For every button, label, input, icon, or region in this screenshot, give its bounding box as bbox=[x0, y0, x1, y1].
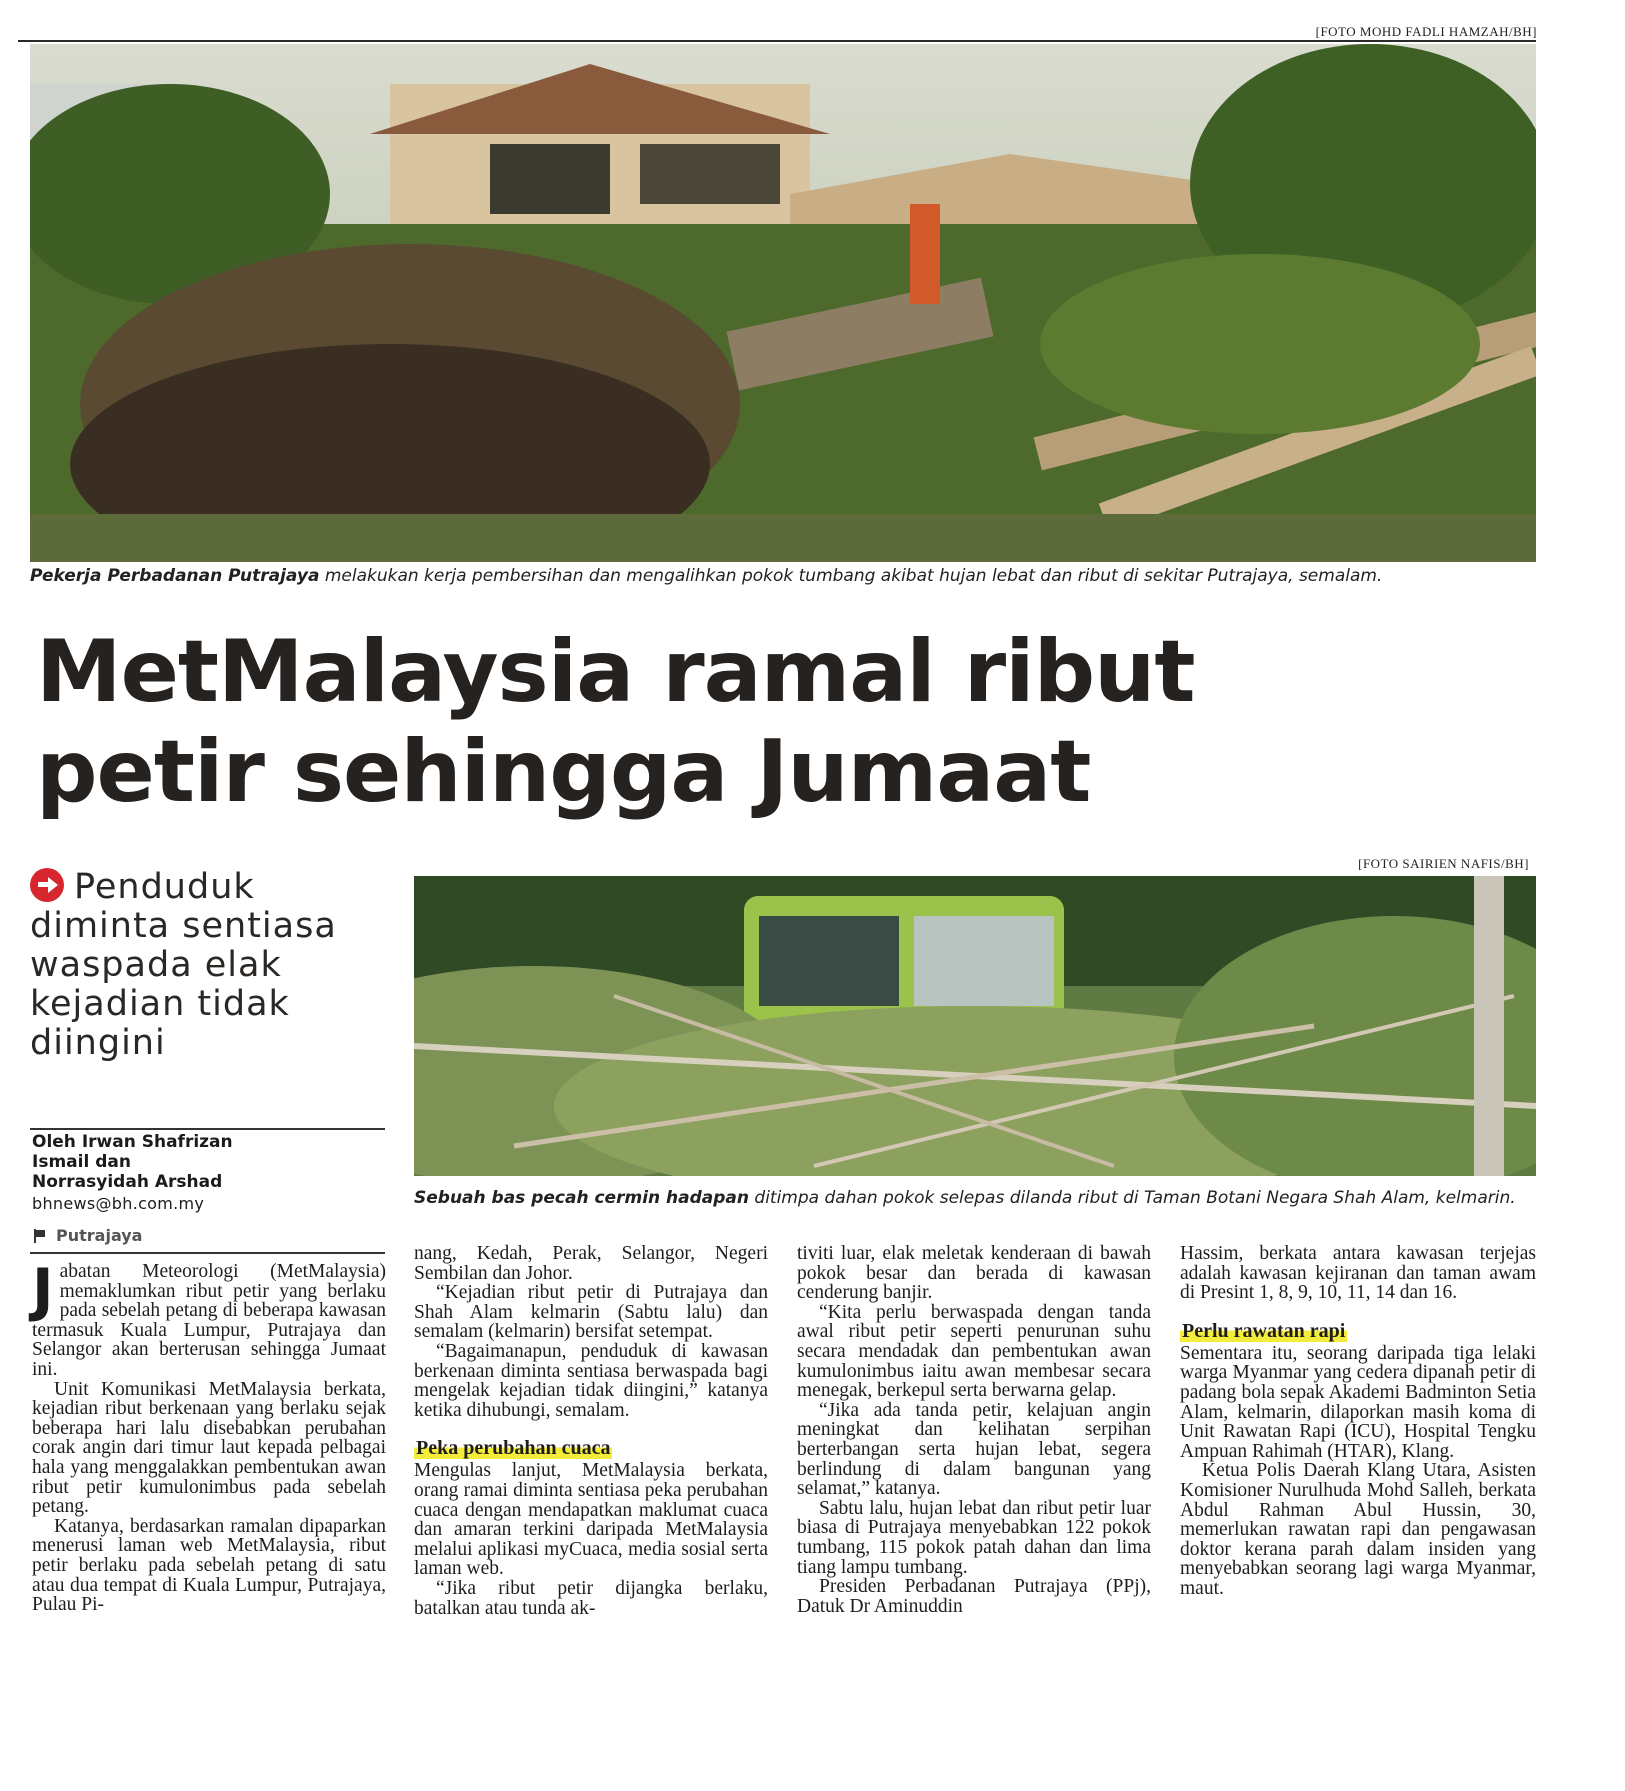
caption-bold: Pekerja Perbadanan Putrajaya bbox=[30, 566, 320, 586]
byline-line-2: Ismail dan bbox=[32, 1152, 131, 1172]
caption-text-bus: ditimpa dahan pokok selepas dilanda ribut di Taman Botani Negara Shah Alam, kelmarin. bbox=[749, 1188, 1516, 1208]
article-column-3 bbox=[797, 1244, 1151, 1616]
article-column-4 bbox=[1180, 1244, 1536, 1599]
photo-credit-top: [FOTO MOHD FADLI HAMZAH/BH] bbox=[1315, 24, 1537, 39]
paragraph: “Bagaimanapun, penduduk di kawasan berkenaan diminta sentiasa berwaspada bagi mengelak kejadian tidak diingini,” katanya ketika dihubungi, semalam. bbox=[414, 1340, 768, 1421]
photo-caption-bus bbox=[414, 1188, 1536, 1208]
caption-text: melakukan kerja pembersihan dan mengalihkan pokok tumbang akibat hujan lebat dan ribut di sekitar Putrajaya, semalam. bbox=[319, 566, 1383, 586]
paragraph bbox=[32, 1256, 386, 1380]
article-column-1 bbox=[32, 1256, 386, 1616]
byline-rule-bottom bbox=[30, 1252, 385, 1254]
byline bbox=[32, 1132, 387, 1192]
paragraph: “Kita perlu berwaspada dengan tanda awal ribut petir seperti penurunan suhu secara mendadak dan pembentukan awan kumulonimbus iaitu awan membesar secara menegak, berkepul serta berwarna gelap. bbox=[797, 1301, 1151, 1402]
photo-caption-top bbox=[30, 566, 1530, 586]
paragraph: “Kejadian ribut petir di Putrajaya dan Shah Alam kelmarin (Sabtu lalu) dan semalam (kelmarin) bersifat setempat. bbox=[414, 1282, 768, 1343]
subheading-icu: Perlu rawatan rapi bbox=[1182, 1319, 1346, 1342]
paragraph: Mengulas lanjut, MetMalaysia berkata, orang ramai diminta sentiasa peka perubahan cuaca dengan mendapatkan maklumat cuaca dan amaran terkini daripada MetMalaysia melalui aplikasi myCuaca, media sosial serta laman web. bbox=[414, 1460, 768, 1580]
photo-credit-bus: [FOTO SAIRIEN NAFIS/BH] bbox=[1358, 856, 1529, 871]
caption-bold-bus: Sebuah bas pecah cermin hadapan bbox=[414, 1188, 749, 1208]
standfirst bbox=[30, 868, 400, 1063]
byline-rule-top bbox=[30, 1128, 385, 1130]
headline bbox=[36, 622, 1516, 822]
headline-line-1: MetMalaysia ramal ribut bbox=[36, 622, 1195, 722]
dateline-text: Putrajaya bbox=[56, 1226, 143, 1245]
bus-photo bbox=[414, 876, 1536, 1176]
fallen-tree-photo bbox=[30, 44, 1536, 562]
flag-icon bbox=[34, 1229, 46, 1243]
paragraph: Unit Komunikasi MetMalaysia berkata, kejadian ribut berkenaan yang berlaku sejak beberapa hari lalu disebabkan perubahan corak angin dari timur laut kepada pelbagai hala yang menggalakkan pembentukan awan ribut petir kumulonimbus pada sebelah petang. bbox=[32, 1378, 386, 1518]
article-column-2 bbox=[414, 1244, 768, 1618]
paragraph: Sabtu lalu, hujan lebat dan ribut petir luar biasa di Putrajaya menyebabkan 122 pokok tumbang, 115 pokok patah dahan dan lima tiang lampu tumbang. bbox=[797, 1497, 1151, 1578]
dateline bbox=[34, 1226, 142, 1245]
drop-cap: J bbox=[32, 1256, 54, 1324]
paragraph: Hassim, berkata antara kawasan terjejas adalah kawasan kejiranan dan taman awam di Presint 1, 8, 9, 10, 11, 14 dan 16. bbox=[1180, 1243, 1536, 1304]
paragraph: Presiden Perbadanan Putrajaya (PPj), Datuk Dr Aminuddin bbox=[797, 1576, 1151, 1617]
standfirst-text: Penduduk diminta sentiasa waspada elak kejadian tidak diingini bbox=[30, 867, 337, 1063]
byline-line-1: Oleh Irwan Shafrizan bbox=[32, 1132, 233, 1152]
paragraph: nang, Kedah, Perak, Selangor, Negeri Sembilan dan Johor. bbox=[414, 1243, 768, 1284]
paragraph: “Jika ada tanda petir, kelajuan angin meningkat dan kelihatan serpihan berterbangan serta hujan lebat, segera berlindung di dalam bangunan yang selamat,” katanya. bbox=[797, 1399, 1151, 1500]
paragraph: tiviti luar, elak meletak kenderaan di bawah pokok besar dan berada di kawasan cenderung banjir. bbox=[797, 1243, 1151, 1304]
author-email[interactable]: bhnews@bh.com.my bbox=[32, 1194, 205, 1213]
paragraph: “Jika ribut petir dijangka berlaku, batalkan atau tunda ak- bbox=[414, 1577, 768, 1619]
paragraph-text: abatan Meteorologi (MetMalaysia) memaklumkan ribut petir yang berlaku pada sebelah petang di beberapa kawasan termasuk Kuala Lumpur, Putrajaya dan Selangor akan berterusan sehingga Jumaat ini. bbox=[32, 1261, 386, 1380]
paragraph: Sementara itu, seorang daripada tiga lelaki warga Myanmar yang cedera dipanah petir di padang bola sepak Akademi Badminton Setia Alam, kelmarin, dilaporkan masih koma di Unit Rawatan Rapi (ICU), Hospital Tengku Ampuan Rahimah (HTAR), Klang. bbox=[1180, 1342, 1536, 1462]
paragraph: Ketua Polis Daerah Klang Utara, Asisten Komisioner Nurulhuda Mohd Salleh, berkata Abdul Rahman Abul Hussin, 30, memerlukan rawatan rapi dan pengawasan doktor kerana parah dalam insiden yang menyebabkan seorang lagi warga Myanmar, maut. bbox=[1180, 1460, 1536, 1599]
paragraph: Katanya, berdasarkan ramalan dipaparkan menerusi laman web MetMalaysia, ribut petir berlaku pada sebelah petang di satu atau dua tempat di Kuala Lumpur, Putrajaya, Pulau Pi- bbox=[32, 1515, 386, 1616]
arrow-right-icon bbox=[30, 868, 64, 902]
headline-line-2: petir sehingga Jumaat bbox=[36, 722, 1091, 822]
top-rule bbox=[18, 40, 1536, 42]
subheading-weather: Peka perubahan cuaca bbox=[416, 1437, 611, 1460]
byline-line-3: Norrasyidah Arshad bbox=[32, 1172, 223, 1192]
